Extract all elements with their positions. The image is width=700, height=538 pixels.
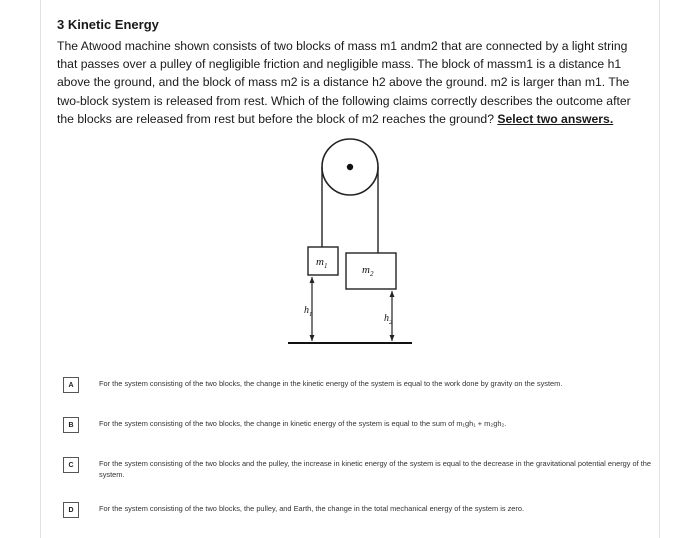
question-prompt: The Atwood machine shown consists of two blocks of mass m1 andm2 that are connected by a light string that passes over a pulley of negligible friction and negligible mass. The block of massm1 is a distance h1 above the ground, and the block of mass m2 is a distance h2 above the ground. m2 is larger than m1. The two-block system is released from rest. Which of the following claims correctly describes the outcome after the blocks are released from rest but before the block of m2 reaches the ground? Select two answers. [57,39,631,126]
choice-d-text: For the system consisting of the two blocks, the pulley, and Earth, the change in the total mechanical energy of the system is zero. [99,504,525,513]
h2-label: h [384,313,389,324]
choice-a-text: For the system consisting of the two blocks, the change in the kinetic energy of the system is equal to the work done by gravity on the system. [99,379,563,388]
svg-text:m1: $m_1$ [316,256,328,270]
choice-b-text: For the system consisting of the two blocks, the change in kinetic energy of the system is equal to the sum of m₁gh₁ + m₂gh₂. [99,419,507,428]
svg-text:m2: $m_2$ [362,264,374,278]
choice-b-box[interactable]: B [63,417,79,433]
choice-d-box[interactable]: D [63,502,79,518]
h1-label: h [304,305,309,316]
choice-a-box[interactable]: A [63,377,79,393]
choice-c-box[interactable]: C [63,457,79,473]
svg-text:h2: $h_2$ [384,313,393,326]
select-two-instruction: Select two answers. [497,111,614,126]
pulley-axle [347,164,353,170]
choice-c-text: For the system consisting of the two blocks and the pulley, the increase in kinetic energy of the system is equal to the decrease in the gravitational potential energy of the system. [99,459,652,479]
question-title: 3 Kinetic Energy [57,17,159,32]
svg-text:h1: $h_1$ [304,305,313,318]
atwood-machine-diagram [280,135,420,355]
